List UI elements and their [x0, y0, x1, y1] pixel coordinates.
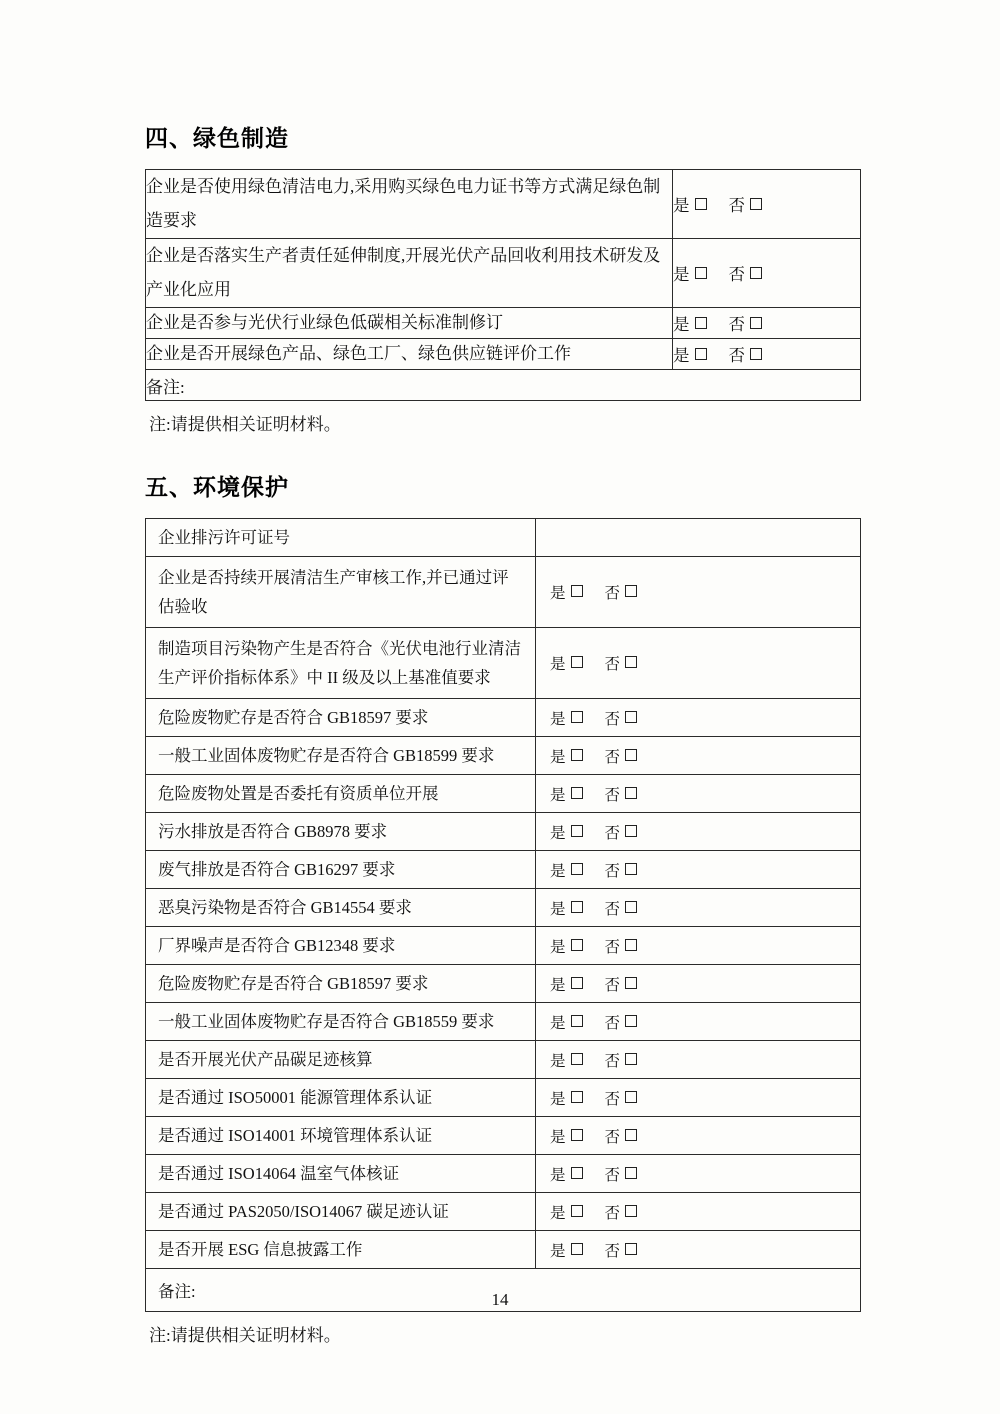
- option-no-label: 否: [728, 196, 745, 215]
- option-no[interactable]: [729, 311, 763, 335]
- option-no[interactable]: [605, 935, 638, 957]
- option-no[interactable]: [605, 859, 638, 881]
- option-no-label: 否: [604, 900, 621, 918]
- option-no-label: 否: [728, 315, 745, 334]
- option-no-label: 否: [604, 976, 621, 994]
- option-yes-label: 是: [550, 1090, 566, 1108]
- option-no[interactable]: [605, 1087, 638, 1109]
- permit-number-label: 企业排污许可证号: [146, 519, 536, 557]
- option-yes[interactable]: [550, 745, 583, 767]
- option-yes-label: 是: [550, 1052, 566, 1070]
- option-yes[interactable]: [550, 1239, 583, 1261]
- option-yes-label: 是: [550, 786, 566, 804]
- checkbox-icon[interactable]: [571, 1053, 583, 1065]
- checkbox-icon[interactable]: [571, 585, 583, 597]
- checkbox-icon[interactable]: [695, 348, 707, 360]
- option-yes[interactable]: [550, 652, 583, 674]
- answer-cell: [536, 1155, 861, 1193]
- option-yes[interactable]: [673, 311, 707, 335]
- question-cell: 是否通过 ISO14001 环境管理体系认证: [146, 1117, 536, 1155]
- checkbox-icon[interactable]: [695, 317, 707, 329]
- checkbox-icon[interactable]: [571, 825, 583, 837]
- checkbox-icon[interactable]: [625, 977, 637, 989]
- option-yes-label: 是: [550, 938, 566, 956]
- option-yes-label: 是: [550, 824, 566, 842]
- option-no-label: 否: [604, 824, 621, 842]
- option-no[interactable]: [605, 1011, 638, 1033]
- checkbox-icon[interactable]: [625, 825, 637, 837]
- answer-cell: [536, 927, 861, 965]
- option-no[interactable]: [605, 652, 638, 674]
- answer-cell: [536, 1041, 861, 1079]
- question-cell: 危险废物贮存是否符合 GB18597 要求: [146, 965, 536, 1003]
- checkbox-icon[interactable]: [571, 939, 583, 951]
- checkbox-icon[interactable]: [571, 1129, 583, 1141]
- checkbox-icon[interactable]: [571, 787, 583, 799]
- option-yes[interactable]: [550, 707, 583, 729]
- option-no-label: 否: [604, 938, 621, 956]
- option-yes-label: 是: [550, 585, 566, 602]
- checkbox-icon[interactable]: [571, 1243, 583, 1255]
- table-row: [146, 239, 861, 308]
- option-yes[interactable]: [673, 192, 707, 216]
- section-heading-environmental-protection: 五、环境保护: [145, 474, 289, 500]
- question-cell: 企业是否参与光伏行业绿色低碳相关标准制修订: [146, 308, 673, 339]
- option-no[interactable]: [605, 1201, 638, 1223]
- checkbox-icon[interactable]: [571, 1167, 583, 1179]
- checkbox-icon[interactable]: [571, 749, 583, 761]
- checkbox-icon[interactable]: [571, 1091, 583, 1103]
- option-yes-label: 是: [550, 1128, 566, 1146]
- table-row: [146, 1231, 861, 1269]
- checkbox-icon[interactable]: [625, 1129, 637, 1141]
- checkbox-icon[interactable]: [625, 863, 637, 875]
- option-no-label: 否: [728, 346, 745, 365]
- question-cell: 企业是否落实生产者责任延伸制度,开展光伏产品回收利用技术研发及产业化应用: [146, 239, 673, 308]
- option-no-label: 否: [604, 786, 621, 804]
- table-row: [146, 699, 861, 737]
- table-row: [146, 628, 861, 699]
- option-yes-label: 是: [550, 710, 566, 728]
- table-row: [146, 339, 861, 370]
- option-yes-label: 是: [673, 196, 690, 215]
- question-cell: 厂界噪声是否符合 GB12348 要求: [146, 927, 536, 965]
- green-manufacturing-note: 注:请提供相关证明材料。: [149, 415, 341, 434]
- checkbox-icon[interactable]: [571, 711, 583, 723]
- checkbox-icon[interactable]: [750, 267, 762, 279]
- option-no[interactable]: [605, 783, 638, 805]
- question-cell: 废气排放是否符合 GB16297 要求: [146, 851, 536, 889]
- option-yes[interactable]: [550, 897, 583, 919]
- option-no[interactable]: [729, 261, 763, 285]
- option-yes-label: 是: [550, 1242, 566, 1260]
- option-yes-label: 是: [550, 1204, 566, 1222]
- option-no[interactable]: [729, 192, 763, 216]
- option-yes-label: 是: [550, 976, 566, 994]
- question-cell: 污水排放是否符合 GB8978 要求: [146, 813, 536, 851]
- table-row: [146, 927, 861, 965]
- question-cell: 恶臭污染物是否符合 GB14554 要求: [146, 889, 536, 927]
- table-row: [146, 519, 861, 557]
- option-yes-label: 是: [673, 315, 690, 334]
- question-cell: 是否通过 PAS2050/ISO14067 碳足迹认证: [146, 1193, 536, 1231]
- checkbox-icon[interactable]: [571, 901, 583, 913]
- question-cell: 企业是否使用绿色清洁电力,采用购买绿色电力证书等方式满足绿色制造要求: [146, 170, 673, 239]
- option-no-label: 否: [604, 1128, 621, 1146]
- option-no[interactable]: [605, 581, 638, 603]
- answer-cell: [673, 339, 861, 370]
- table-row: [146, 775, 861, 813]
- table-row: [146, 889, 861, 927]
- question-cell: 是否开展 ESG 信息披露工作: [146, 1231, 536, 1269]
- checkbox-icon[interactable]: [625, 787, 637, 799]
- option-no-label: 否: [604, 710, 621, 728]
- checkbox-icon[interactable]: [625, 656, 637, 668]
- question-cell: 危险废物处置是否委托有资质单位开展: [146, 775, 536, 813]
- option-yes[interactable]: [550, 973, 583, 995]
- option-no-label: 否: [604, 585, 621, 602]
- option-no-label: 否: [604, 1204, 621, 1222]
- question-cell: 一般工业固体废物贮存是否符合 GB18559 要求: [146, 1003, 536, 1041]
- question-cell: 企业是否开展绿色产品、绿色工厂、绿色供应链评价工作: [146, 339, 673, 370]
- checkbox-icon[interactable]: [571, 1205, 583, 1217]
- green-manufacturing-table: [145, 169, 861, 401]
- option-yes[interactable]: [550, 1201, 583, 1223]
- option-no[interactable]: [729, 342, 763, 366]
- page-content: [145, 120, 860, 1350]
- option-no[interactable]: [605, 1125, 638, 1147]
- option-yes-label: 是: [550, 656, 566, 673]
- answer-cell: [536, 889, 861, 927]
- option-yes-label: 是: [673, 346, 690, 365]
- option-no-label: 否: [728, 265, 745, 284]
- answer-cell: [536, 628, 861, 699]
- table-row: [146, 557, 861, 628]
- option-yes[interactable]: [550, 935, 583, 957]
- table-row: [146, 1041, 861, 1079]
- option-yes-label: 是: [550, 1166, 566, 1184]
- table-row: [146, 1155, 861, 1193]
- question-cell: 危险废物贮存是否符合 GB18597 要求: [146, 699, 536, 737]
- question-cell: 是否开展光伏产品碳足迹核算: [146, 1041, 536, 1079]
- checkbox-icon[interactable]: [695, 267, 707, 279]
- table-row: [146, 851, 861, 889]
- option-no[interactable]: [605, 1163, 638, 1185]
- permit-number-value[interactable]: [536, 519, 861, 557]
- checkbox-icon[interactable]: [625, 901, 637, 913]
- table-row: [146, 737, 861, 775]
- option-yes[interactable]: [550, 1011, 583, 1033]
- option-no-label: 否: [604, 656, 621, 673]
- answer-cell: [536, 851, 861, 889]
- option-no[interactable]: [605, 1239, 638, 1261]
- option-yes-label: 是: [550, 862, 566, 880]
- question-cell: 一般工业固体废物贮存是否符合 GB18599 要求: [146, 737, 536, 775]
- checkbox-icon[interactable]: [750, 348, 762, 360]
- checkbox-icon[interactable]: [571, 1015, 583, 1027]
- table-row: [146, 1003, 861, 1041]
- checkbox-icon[interactable]: [750, 198, 762, 210]
- option-no-label: 否: [604, 1014, 621, 1032]
- answer-cell: [536, 775, 861, 813]
- checkbox-icon[interactable]: [625, 1205, 637, 1217]
- checkbox-icon[interactable]: [625, 585, 637, 597]
- answer-cell: [536, 737, 861, 775]
- question-cell: 企业是否持续开展清洁生产审核工作,并已通过评估验收: [146, 557, 536, 628]
- option-no-label: 否: [604, 1242, 621, 1260]
- checkbox-icon[interactable]: [625, 1167, 637, 1179]
- checkbox-icon[interactable]: [625, 1053, 637, 1065]
- option-yes-label: 是: [550, 900, 566, 918]
- table-row-remark: [146, 370, 861, 401]
- checkbox-icon[interactable]: [625, 1243, 637, 1255]
- option-yes[interactable]: [550, 1125, 583, 1147]
- answer-cell: [673, 170, 861, 239]
- question-cell: 是否通过 ISO14064 温室气体核证: [146, 1155, 536, 1193]
- answer-cell: [536, 965, 861, 1003]
- answer-cell: [536, 1231, 861, 1269]
- option-yes[interactable]: [550, 821, 583, 843]
- answer-cell: [536, 699, 861, 737]
- table-row: [146, 965, 861, 1003]
- answer-cell: [536, 557, 861, 628]
- checkbox-icon[interactable]: [625, 711, 637, 723]
- checkbox-icon[interactable]: [625, 939, 637, 951]
- option-no[interactable]: [605, 897, 638, 919]
- answer-cell: [536, 813, 861, 851]
- option-yes[interactable]: [673, 342, 707, 366]
- answer-cell: [673, 239, 861, 308]
- option-yes-label: 是: [550, 1014, 566, 1032]
- answer-cell: [536, 1193, 861, 1231]
- option-no-label: 否: [604, 748, 621, 766]
- table-row: [146, 813, 861, 851]
- option-yes[interactable]: [550, 783, 583, 805]
- option-yes[interactable]: [550, 859, 583, 881]
- table-row: [146, 1117, 861, 1155]
- question-cell: 制造项目污染物产生是否符合《光伏电池行业清洁生产评价指标体系》中 II 级及以上基准值要求: [146, 628, 536, 699]
- table-row: [146, 308, 861, 339]
- table-row: [146, 170, 861, 239]
- checkbox-icon[interactable]: [571, 977, 583, 989]
- option-no[interactable]: [605, 973, 638, 995]
- checkbox-icon[interactable]: [750, 317, 762, 329]
- checkbox-icon[interactable]: [625, 749, 637, 761]
- checkbox-icon[interactable]: [625, 1091, 637, 1103]
- option-no[interactable]: [605, 707, 638, 729]
- option-no-label: 否: [604, 1052, 621, 1070]
- remark-cell[interactable]: 备注:: [146, 1269, 861, 1312]
- remark-cell[interactable]: 备注:: [146, 370, 861, 401]
- answer-cell: [536, 1117, 861, 1155]
- option-no[interactable]: [605, 1049, 638, 1071]
- option-yes[interactable]: [673, 261, 707, 285]
- answer-cell: [536, 1079, 861, 1117]
- option-yes[interactable]: [550, 581, 583, 603]
- option-yes[interactable]: [550, 1087, 583, 1109]
- answer-cell: [536, 1003, 861, 1041]
- option-no-label: 否: [604, 1090, 621, 1108]
- option-yes-label: 是: [550, 748, 566, 766]
- environmental-protection-table: [145, 518, 861, 1312]
- option-yes[interactable]: [550, 1163, 583, 1185]
- table-row: [146, 1079, 861, 1117]
- option-no-label: 否: [604, 1166, 621, 1184]
- checkbox-icon[interactable]: [625, 1015, 637, 1027]
- checkbox-icon[interactable]: [571, 863, 583, 875]
- checkbox-icon[interactable]: [695, 198, 707, 210]
- question-cell: 是否通过 ISO50001 能源管理体系认证: [146, 1079, 536, 1117]
- section-heading-green-manufacturing: 四、绿色制造: [145, 125, 289, 151]
- option-yes-label: 是: [673, 265, 690, 284]
- environmental-protection-note: 注:请提供相关证明材料。: [149, 1326, 341, 1345]
- option-no-label: 否: [604, 862, 621, 880]
- checkbox-icon[interactable]: [571, 656, 583, 668]
- option-yes[interactable]: [550, 1049, 583, 1071]
- option-no[interactable]: [605, 745, 638, 767]
- answer-cell: [673, 308, 861, 339]
- option-no[interactable]: [605, 821, 638, 843]
- table-row: [146, 1193, 861, 1231]
- page-number: 14: [491, 1290, 509, 1309]
